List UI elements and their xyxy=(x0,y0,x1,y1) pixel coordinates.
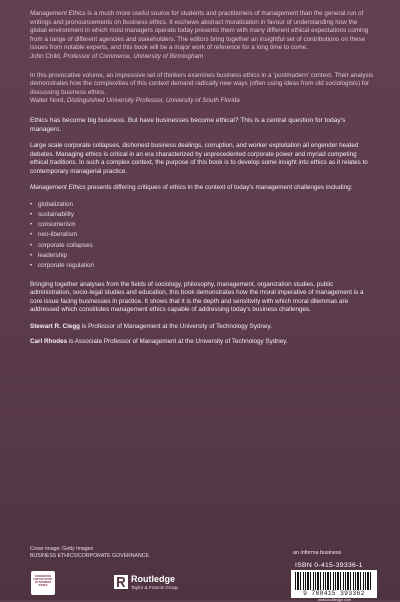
list-item: • corporate collapses xyxy=(30,242,375,251)
endorsement-text: In this provocative volume, an impressive set of thinkers examines business ethics in a 'postmodern' context. Their analysis demonstrates how the complexities of this context demand radically new ways (often using ideas from old sociologists) for discussing business ethics. xyxy=(30,71,374,96)
author-role: is Associate Professor of Management at the University of Technology Sydney. xyxy=(67,337,288,345)
foundation-seal-logo: FOUNDATION FOR THE STUDY OF BUSINESS ETHICS xyxy=(31,571,55,595)
list-item: • sustainability xyxy=(30,211,375,220)
barcode-bars xyxy=(295,572,373,590)
book-title-inline: Management Ethics xyxy=(30,184,86,192)
book-title-inline: Management Ethics xyxy=(30,10,86,17)
list-item: • consumerism xyxy=(30,221,375,230)
author-name: Carl Rhodes xyxy=(30,337,68,345)
summary-paragraph: Bringing together analyses from the fields of sociology, philosophy, management, organization studies, public administration, socio-legal studies and education, this book demonstrates how the moral imperative of management is a core issue facing businesses in practice. It shows that it is the depth and sensitivity with which moral dilemmas are addressed which constitutes management ethics capable of addressing today's business challenges. xyxy=(30,280,364,314)
list-item: • globalization xyxy=(30,201,375,210)
list-item: • leadership xyxy=(30,252,375,261)
endorsement-author: Walter Nord, xyxy=(30,97,67,105)
barcode-number: 9 780415 393362 xyxy=(303,590,365,597)
endorsement-child xyxy=(30,10,375,62)
endorsement-text: is a much more useful source for students and practitioners of management than the general run of writings and pronouncements on business ethics. It eschews abstract moralization in favour of understanding how the global environment in which most managers operate today presents them with many different ethical expectations coming from a range of different agencies and stakeholders. The editors bring together an insightful set of contributions on these issues from notable experts, and this book will be a major work of reference for a long time to come. xyxy=(30,10,369,52)
isbn: ISBN 0-415-39336-1 xyxy=(295,562,363,569)
endorsement-affiliation: Professor of Commerce, University of Birmingham xyxy=(63,52,204,60)
author-role: is Professor of Management at the University of Technology Sydney. xyxy=(80,323,272,330)
publisher-url: www.routledge.com xyxy=(318,598,352,602)
context-paragraph: Large scale corporate collapses, dishonest business dealings, corruption, and worker exploitation all engender heated debates. Managing ethics is critical in an era characterized by unprecedented corporate power and myriad competing ethical traditions. In such a complex context, the purpose of this book is to develop some insight into ethics as it relates to contemporary managerial practice. xyxy=(30,141,368,175)
publisher-group: Taylor & Francis Group xyxy=(131,585,178,590)
routledge-logo-icon xyxy=(114,575,128,589)
cover-image-credit: Cover image: Getty Images xyxy=(30,546,94,552)
cover-credit xyxy=(30,546,149,560)
critiques-paragraph: Management Ethics presents differing critiques of ethics in the context of today's management challenges including: xyxy=(30,184,353,192)
endorsement-nord xyxy=(30,72,375,106)
list-item: • corporate regulation xyxy=(30,262,375,271)
informa-tagline: an informa business xyxy=(293,550,342,556)
list-item: • neo-liberalism xyxy=(30,231,375,240)
author-bio-clegg xyxy=(30,323,375,332)
author-name: Stewart R. Clegg xyxy=(30,323,81,330)
cover-text xyxy=(30,10,375,352)
intro-paragraph: Ethics has become big business. But have businesses become ethical? This is a central question for today's managers. xyxy=(30,116,346,133)
cover-footer xyxy=(0,544,400,600)
subject-category: BUSINESS ETHICS/CORPORATE GOVERNANCE xyxy=(30,553,149,559)
challenges-list xyxy=(30,201,375,271)
author-bio-rhodes xyxy=(30,338,375,347)
endorsement-affiliation: Distinguished University Professor, University of South Florida xyxy=(66,97,240,105)
endorsement-author: John Child, xyxy=(30,52,64,60)
publisher-name: Routledge xyxy=(131,574,175,584)
barcode xyxy=(291,570,377,598)
